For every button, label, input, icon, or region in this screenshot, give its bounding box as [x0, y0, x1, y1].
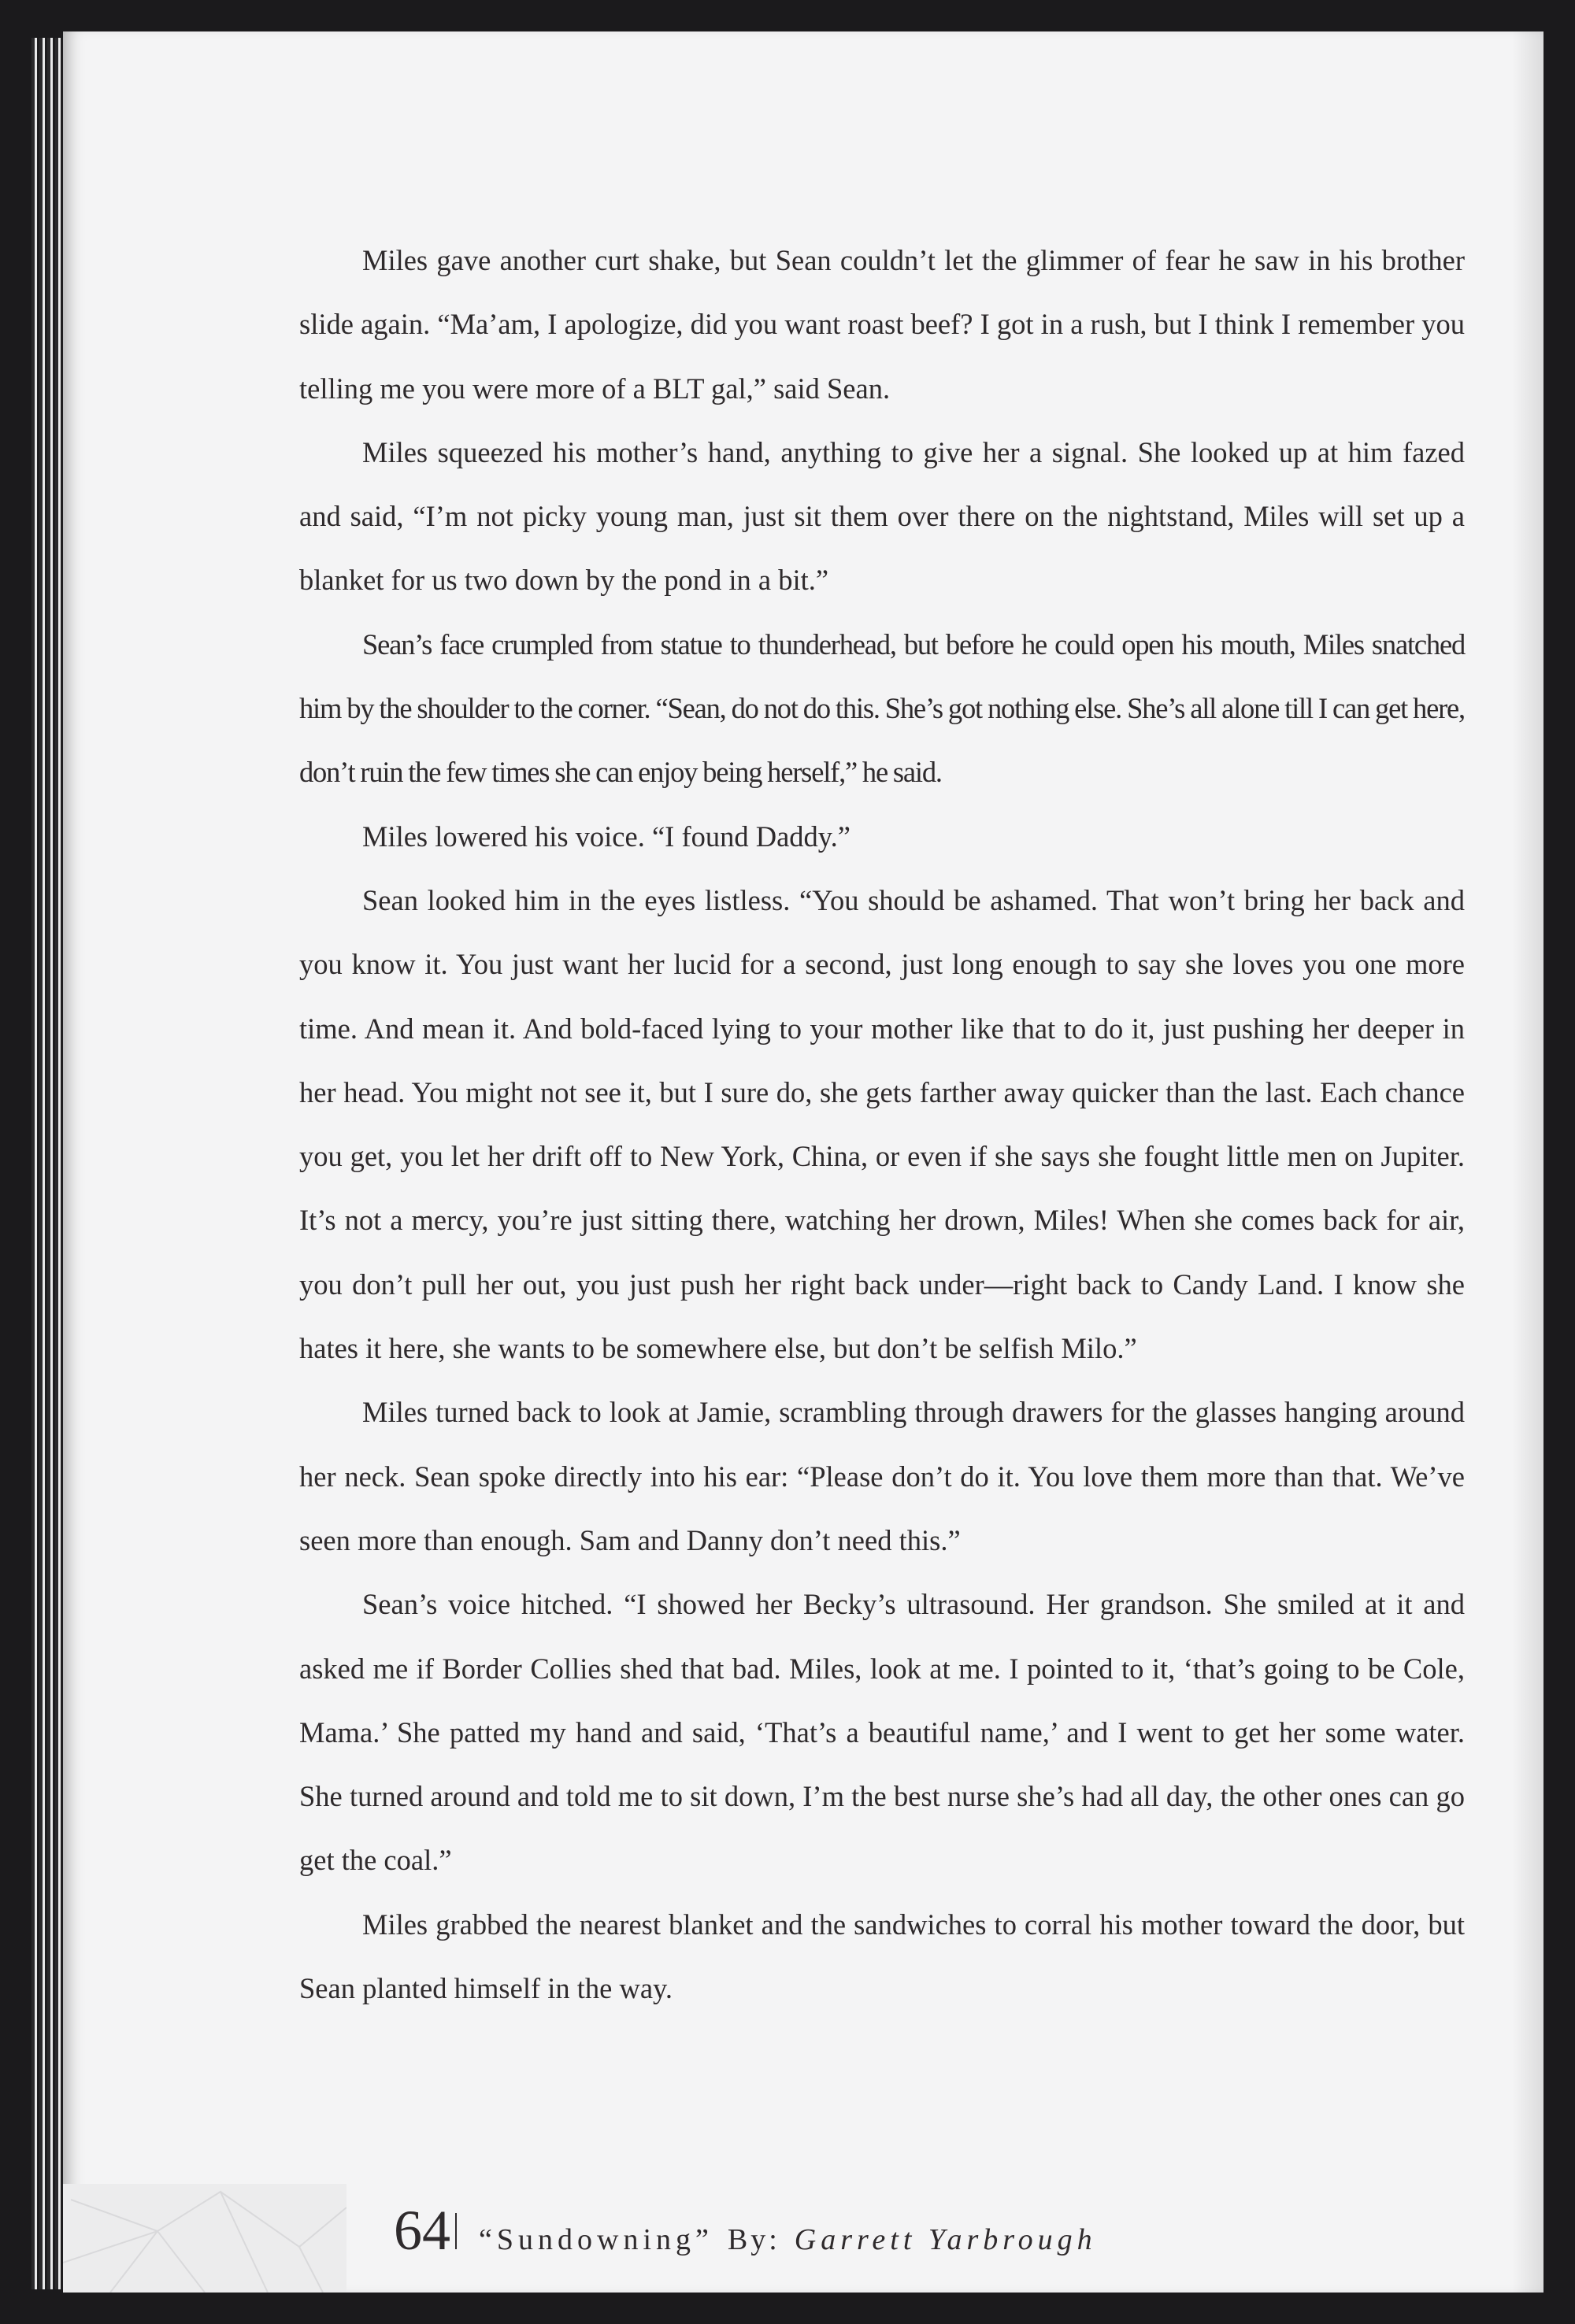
page-gutter-shadow [1512, 31, 1544, 2293]
paragraph-5: Sean looked him in the eyes listless. “You should be ashamed. That won’t bring her back and you know it. You just want her lucid for a second, just long enough to say she loves you one more time. And mean it. And bold-faced lying to your mother like that to do it, just pushing her deeper in her head. You might not see it, but I sure do, she gets farther away quicker than the last. Each chance you get, you let her drift off to New York, China, or even if she says she fought little men on Jupiter. It’s not a mercy, you’re just sitting there, watching her drown, Miles! When she comes back for air, you don’t pull her out, you just push her right back under—right back to Candy Land. I know she hates it here, she wants to be somewhere else, but don’t be selfish Milo.” [299, 883, 1465, 1365]
story-title: “Sundowning” [479, 2223, 713, 2256]
book-page [63, 31, 1544, 2293]
paragraph-3: Sean’s face crumpled from statue to thunderhead, but before he could open his mouth, Miles snatched him by the shoulder to the corner. “Sean, do not do this. She’s got nothing else. She’s all alone till I can get here, don’t ruin the few times she can enjoy being herself,” he said. [299, 627, 1465, 789]
paragraph-7: Sean’s voice hitched. “I showed her Becky’s ultrasound. Her grandson. She smiled at it and asked me if Border Collies shed that bad. Miles, look at me. I pointed to it, ‘that’s going to be Cole, Mama.’ She patted my hand and said, ‘That’s a beautiful name,’ and I went to get her some water. She turned around and told me to sit down, I’m the best nurse she’s had all day, the other ones can go get the coal.” [299, 1588, 1465, 1877]
paragraph-8: Miles grabbed the nearest blanket and the sandwiches to corral his mother toward the door, but Sean planted himself in the way. [299, 1908, 1465, 2005]
paragraph-2: Miles squeezed his mother’s hand, anything to give her a signal. She looked up at him fazed and said, “I’m not picky young man, just sit them over there on the nightstand, Miles will set up a blanket for us two down by the pond in a bit.” [299, 435, 1465, 597]
page-number: 64 [394, 2199, 450, 2262]
geometric-pattern-icon [63, 2184, 346, 2293]
byline-label: By: [727, 2223, 780, 2256]
paragraph-1: Miles gave another curt shake, but Sean couldn’t let the glimmer of fear he saw in his brother slide again. “Ma’am, I apologize, did you want roast beef? I got in a rush, but I think I remember you telling me you were more of a BLT gal,” said Sean. [299, 244, 1465, 405]
paragraph-4: Miles lowered his voice. “I found Daddy.” [362, 820, 850, 853]
story-text [299, 228, 1465, 2020]
page-footer [394, 2187, 1097, 2274]
page-number-divider [455, 2213, 457, 2249]
author-name: Garrett Yarbrough [794, 2223, 1097, 2256]
footer-decoration [63, 2184, 346, 2293]
paragraph-6: Miles turned back to look at Jamie, scrambling through drawers for the glasses hanging around her neck. Sean spoke directly into his ear: “Please don’t do it. You love them more than that. We’ve seen more than enough. Sam and Danny don’t need this.” [299, 1396, 1465, 1556]
